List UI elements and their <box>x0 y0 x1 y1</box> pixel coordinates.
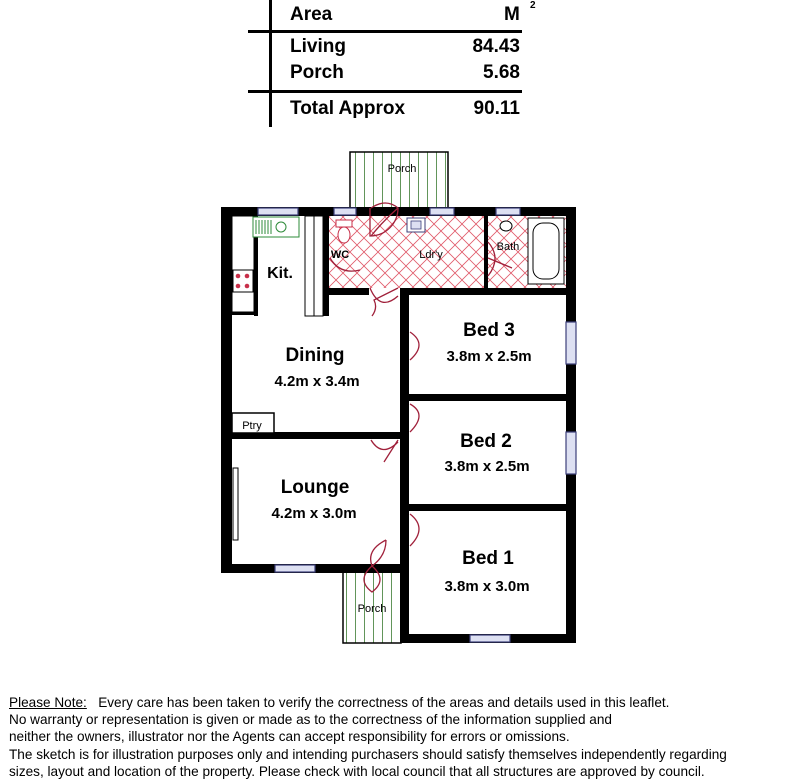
disclaimer-line: sizes, layout and location of the property. Please check with local council that all structures are approved by council. <box>9 763 705 779</box>
area-header-label: Area <box>290 4 333 25</box>
disclaimer-line: No warranty or representation is given or made as to the correctness of the information supplied and <box>9 712 612 728</box>
bath-label: Bath <box>496 241 520 253</box>
porch-top <box>350 152 448 208</box>
area-row-label: Porch <box>290 62 344 83</box>
disclaimer-line <box>9 694 789 711</box>
kitchen-sink <box>253 217 299 237</box>
area-total-label: Total Approx <box>290 98 406 119</box>
area-header-unit: M <box>504 4 520 25</box>
laundry-label: Ldr'y <box>419 249 443 261</box>
dining-name: Dining <box>285 345 345 366</box>
kitchen-label: Kit. <box>267 265 293 282</box>
area-row-value: 5.68 <box>483 62 520 83</box>
dining-size: 4.2m x 3.4m <box>274 373 360 390</box>
bed3-size: 3.8m x 2.5m <box>446 348 532 365</box>
wc-label: WC <box>330 249 350 261</box>
disclaimer-text: Every care has been taken to verify the correctness of the areas and details used in this leaflet. <box>98 695 670 710</box>
cooktop <box>233 270 253 292</box>
porch-bottom-label: Porch <box>357 603 387 615</box>
lounge-name: Lounge <box>280 477 350 498</box>
heater <box>233 468 238 540</box>
area-header-unit-sup: 2 <box>530 0 536 11</box>
bath-basin <box>500 221 512 231</box>
bed1-size: 3.8m x 3.0m <box>444 578 530 595</box>
area-row-label: Living <box>290 36 346 57</box>
area-row-value: 84.43 <box>472 36 520 57</box>
bed2-size: 3.8m x 2.5m <box>444 458 530 475</box>
laundry-trough <box>407 218 425 232</box>
disclaimer-line: neither the owners, illustrator nor the Agents can accept responsibility for errors or omissions. <box>9 729 570 745</box>
disclaimer <box>9 694 789 780</box>
bed1-name: Bed 1 <box>462 548 514 569</box>
disclaimer-heading: Please Note: <box>9 695 87 710</box>
bed2-name: Bed 2 <box>460 431 512 452</box>
pantry-label: Ptry <box>242 420 262 432</box>
bathtub <box>528 218 564 284</box>
disclaimer-line: The sketch is for illustration purposes only and intending purchasers should satisfy themselves independently regarding <box>9 746 727 762</box>
lounge-size: 4.2m x 3.0m <box>271 505 357 522</box>
porch-top-label: Porch <box>387 163 417 175</box>
bed3-name: Bed 3 <box>463 320 515 341</box>
area-total-value: 90.11 <box>473 98 520 119</box>
